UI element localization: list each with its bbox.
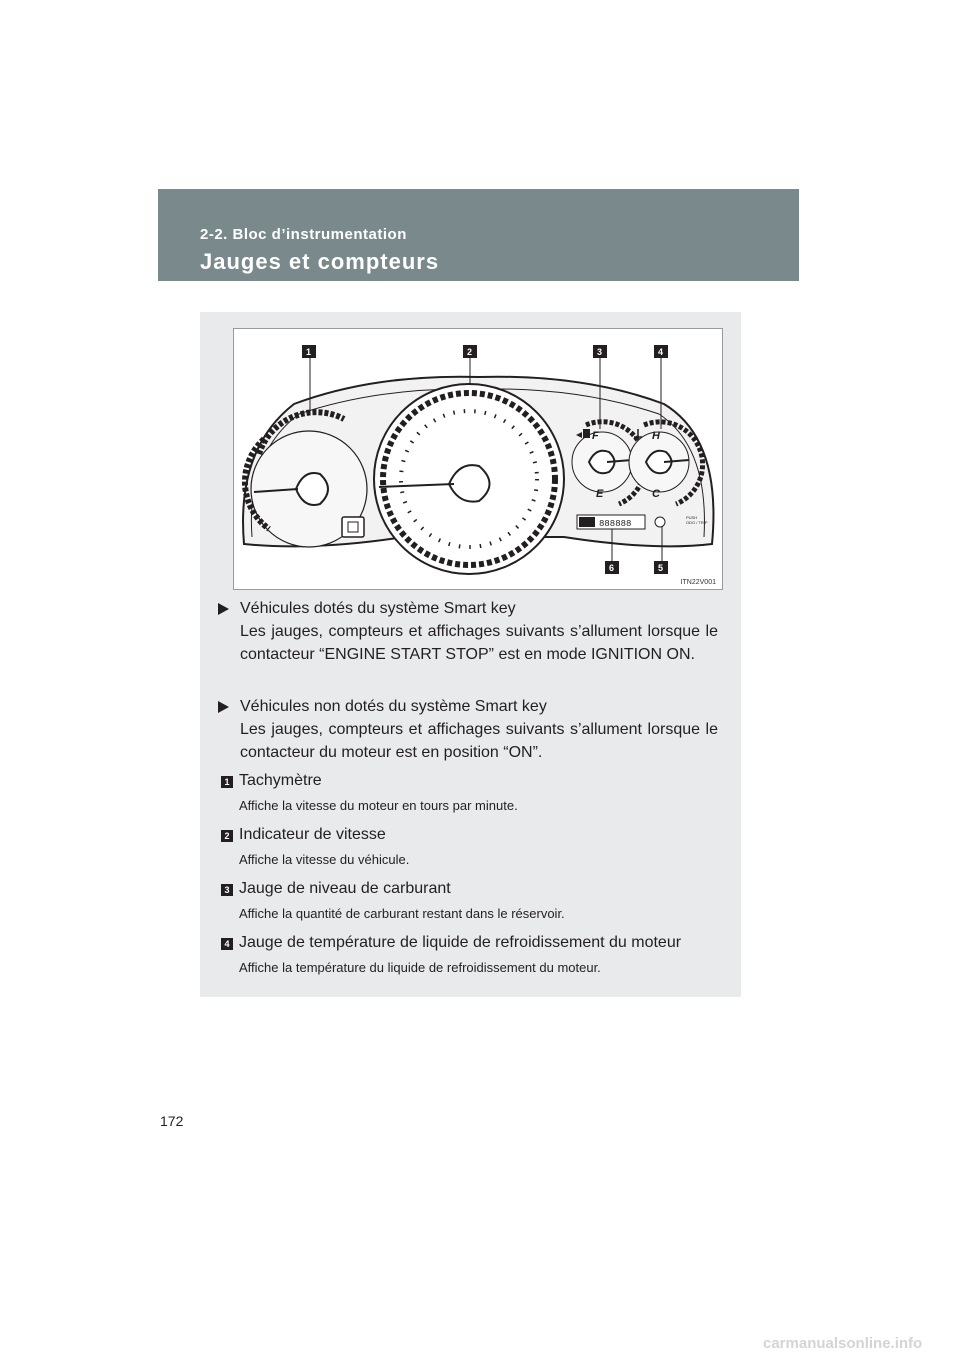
temp-cold-label: C <box>652 488 660 500</box>
fuel-pump-icon <box>583 429 590 438</box>
item-title: Jauge de niveau de carburant <box>239 880 451 897</box>
bullet-body: Les jauges, compteurs et affichages suivants s’allument lorsque le contacteur du moteur est en position “ON”. <box>240 721 718 761</box>
figure-code: ITN22V001 <box>680 579 716 586</box>
odo-button-label-2: ODO / TRIP <box>686 520 708 525</box>
odo-trip-button[interactable] <box>655 517 665 527</box>
item-description: Affiche la quantité de carburant restant dans le réservoir. <box>239 906 565 921</box>
section-header <box>158 189 799 281</box>
bullet-body: Les jauges, compteurs et affichages suivants s’allument lorsque le contacteur “ENGINE START STOP” est en mode IGNITION ON. <box>240 623 718 663</box>
watermark: carmanualsonline.info <box>763 1335 923 1352</box>
fuel-empty-label: E <box>596 488 604 500</box>
item-description: Affiche la vitesse du véhicule. <box>239 852 410 867</box>
callout-4: 4 <box>658 347 664 357</box>
arrow-bullet-icon <box>218 603 229 615</box>
item-number: 4 <box>221 938 233 950</box>
instrument-cluster-illustration <box>234 329 724 591</box>
section-label: 2-2. Bloc d’instrumentation <box>200 226 407 243</box>
temp-hot-label: H <box>652 430 660 442</box>
item-title: Jauge de température de liquide de refroidissement du moteur <box>239 934 682 951</box>
callout-3: 3 <box>597 347 603 357</box>
page-number: 172 <box>160 1113 184 1129</box>
arrow-bullet-icon <box>218 701 229 713</box>
bullet-heading: Véhicules dotés du système Smart key <box>240 600 516 617</box>
callout-1: 1 <box>306 347 312 357</box>
fuel-full-label: F <box>592 430 599 442</box>
item-description: Affiche la température du liquide de refroidissement du moteur. <box>239 960 601 975</box>
item-number: 3 <box>221 884 233 896</box>
svg-text:888888: 888888 <box>599 519 632 529</box>
item-description: Affiche la vitesse du moteur en tours par minute. <box>239 798 518 813</box>
bullet-heading: Véhicules non dotés du système Smart key <box>240 698 547 715</box>
callout-5: 5 <box>658 563 664 573</box>
item-title: Tachymètre <box>239 772 322 789</box>
callout-2: 2 <box>467 347 473 357</box>
item-title: Indicateur de vitesse <box>239 826 386 843</box>
instrument-cluster-figure <box>233 328 723 590</box>
odo-button-label-1: PUSH <box>686 515 698 520</box>
callout-6: 6 <box>609 563 615 573</box>
item-number: 1 <box>221 776 233 788</box>
page-title: Jauges et compteurs <box>200 249 440 274</box>
item-number: 2 <box>221 830 233 842</box>
